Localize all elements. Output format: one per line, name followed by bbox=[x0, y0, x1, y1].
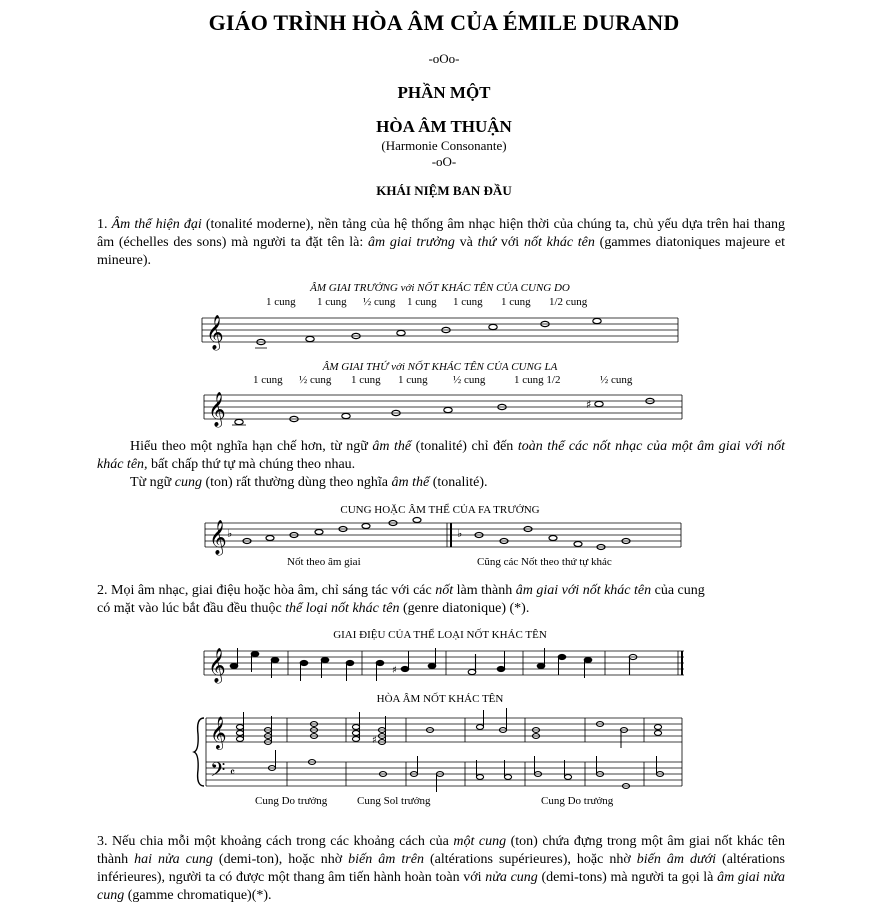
part-heading: PHẦN MỘT bbox=[397, 83, 491, 102]
svg-text:♯: ♯ bbox=[586, 398, 592, 411]
section-heading: KHÁI NIỆM BAN ĐẦU bbox=[376, 183, 512, 198]
interval-label: 1 cung bbox=[398, 374, 428, 386]
example-caption: CUNG HOẶC ÂM THỂ CỦA FA TRƯỞNG bbox=[340, 504, 540, 516]
example-caption: ÂM GIAI THỨ với NỐT KHÁC TÊN CỦA CUNG LA bbox=[322, 361, 558, 373]
paragraph-3-line: có mặt vào lúc bắt đầu đều thuộc thể loại nốt khác tên (genre diatonique) (*). bbox=[97, 601, 530, 616]
interval-label: 1 cung 1/2 bbox=[514, 374, 561, 386]
staff-label: Nốt theo âm giai bbox=[287, 556, 361, 568]
paragraph-1: 1. Âm thể hiện đại (tonalité moderne), nền tảng của hệ thống âm nhạc hiện thời của chúng ta, chủ yếu dựa trên hai thang âm (échelles des sons) mà người ta đặt tên là: âm giai trưởng và thứ với nốt khác tên (gammes diatoniques majeure et mineure). bbox=[97, 217, 786, 268]
paragraph-3: 2. Mọi âm nhạc, giai điệu hoặc hòa âm, chỉ sáng tác với các nốt làm thành âm giai với nốt khác tên của cung bbox=[97, 583, 705, 598]
interval-label: 1 cung bbox=[317, 296, 347, 308]
a-minor-scale-staff bbox=[202, 389, 684, 427]
interval-label: 1 cung bbox=[253, 374, 283, 386]
interval-label: 1 cung bbox=[266, 296, 296, 308]
interval-label: 1/2 cung bbox=[549, 296, 588, 308]
chapter-heading: HÒA ÂM THUẬN bbox=[376, 117, 512, 136]
svg-text:𝄢: 𝄢 bbox=[210, 758, 226, 786]
paragraph-2: Hiểu theo một nghĩa hạn chế hơn, từ ngữ âm thể (tonalité) chỉ đến toàn thể các nốt nhạc của một âm giai với nốt khác tên, bất chấp thứ tự mà chúng theo nhau. bbox=[97, 439, 786, 472]
svg-text:♭: ♭ bbox=[457, 527, 463, 540]
chapter-subtitle-french: (Harmonie Consonante) bbox=[381, 138, 507, 153]
diatonic-harmony-grand-staff bbox=[196, 712, 684, 792]
interval-label: 1 cung bbox=[453, 296, 483, 308]
diatonic-melody-staff bbox=[202, 643, 686, 683]
svg-text:𝄞: 𝄞 bbox=[208, 648, 226, 683]
f-major-staff bbox=[203, 517, 683, 555]
svg-text:𝄴: 𝄴 bbox=[230, 766, 235, 779]
interval-label: 1 cung bbox=[351, 374, 381, 386]
svg-text:♭: ♭ bbox=[227, 527, 233, 540]
key-label: Cung Sol trưởng bbox=[357, 795, 431, 807]
paragraph-4: 3. Nếu chia mỗi một khoảng cách trong các khoảng cách của một cung (ton) chứa đựng trong một âm giai nốt khác tên thành hai nửa cung (demi-ton), hoặc nhờ biến âm trên (altérations supérieures), hoặc nhờ biến âm dưới (altérations inférieures), người ta có được một thang âm tiến hành hoàn toàn với nửa cung (demi-tons) mà người ta gọi là âm giai nửa cung (gamme chromatique)(*). bbox=[97, 834, 786, 903]
svg-text:𝄞: 𝄞 bbox=[209, 520, 227, 555]
key-label: Cung Do trưởng bbox=[255, 795, 328, 807]
interval-label: 1 cung bbox=[501, 296, 531, 308]
c-major-scale-staff bbox=[200, 312, 680, 350]
example-caption: ÂM GIAI TRƯỞNG với NỐT KHÁC TÊN CỦA CUNG DO bbox=[310, 282, 570, 294]
interval-label: ½ cung bbox=[299, 374, 332, 386]
separator: -oO- bbox=[431, 154, 457, 169]
svg-text:𝄞: 𝄞 bbox=[208, 392, 226, 427]
interval-label: ½ cung bbox=[453, 374, 486, 386]
staff-label: Cũng các Nốt theo thứ tự khác bbox=[477, 556, 612, 568]
svg-text:𝄞: 𝄞 bbox=[206, 315, 224, 350]
interval-label: ½ cung bbox=[600, 374, 633, 386]
separator: -oOo- bbox=[428, 51, 460, 66]
paragraph-2-line: Từ ngữ cung (ton) rất thường dùng theo nghĩa âm thể (tonalité). bbox=[130, 475, 488, 490]
svg-text:♯: ♯ bbox=[372, 735, 377, 746]
interval-label: ½ cung bbox=[363, 296, 396, 308]
svg-text:♯: ♯ bbox=[392, 665, 397, 676]
page-title: GIÁO TRÌNH HÒA ÂM CỦA ÉMILE DURAND bbox=[208, 10, 680, 35]
key-label: Cung Do trưởng bbox=[541, 795, 614, 807]
example-caption: HÒA ÂM NỐT KHÁC TÊN bbox=[376, 693, 504, 705]
svg-text:𝄞: 𝄞 bbox=[210, 716, 227, 749]
interval-label: 1 cung bbox=[407, 296, 437, 308]
example-caption: GIAI ĐIỆU CỦA THỂ LOẠI NỐT KHÁC TÊN bbox=[333, 629, 547, 641]
